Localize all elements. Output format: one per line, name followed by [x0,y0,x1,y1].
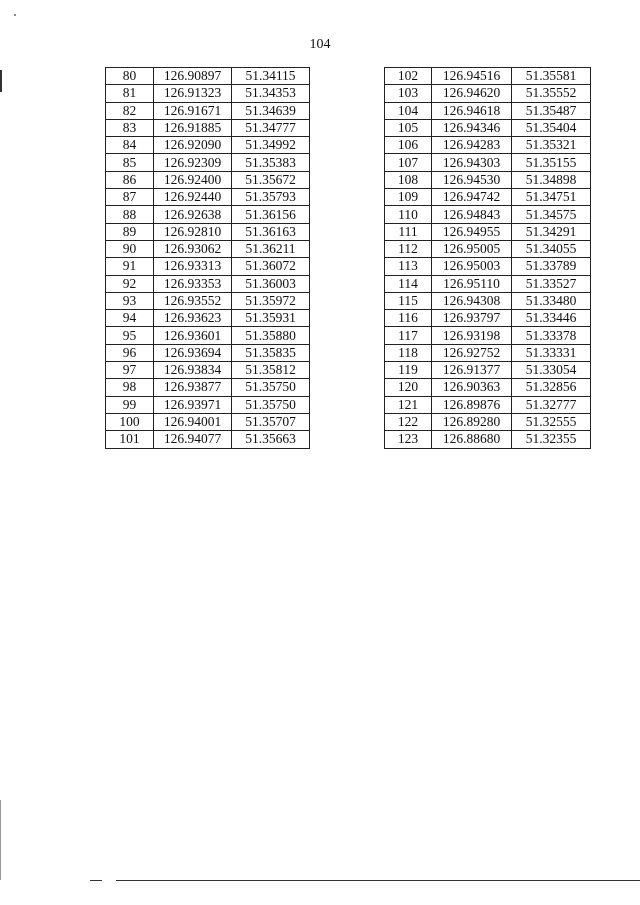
y-coordinate-cell: 51.35321 [512,137,591,154]
x-coordinate-cell: 126.93623 [154,310,232,327]
point-number-cell: 123 [385,431,432,448]
point-number-cell: 99 [106,396,154,413]
y-coordinate-cell: 51.34751 [512,189,591,206]
point-number-cell: 107 [385,154,432,171]
table-row [385,379,591,396]
table-row [106,119,310,136]
point-number-cell: 109 [385,189,432,206]
x-coordinate-cell: 126.93353 [154,275,232,292]
y-coordinate-cell: 51.34115 [232,68,310,85]
x-coordinate-cell: 126.91377 [432,362,512,379]
x-coordinate-cell: 126.95110 [432,275,512,292]
table-row [385,396,591,413]
x-coordinate-cell: 126.94308 [432,292,512,309]
table-row [385,137,591,154]
y-coordinate-cell: 51.32555 [512,413,591,430]
table-row [106,258,310,275]
scan-speck [14,14,16,16]
point-number-cell: 117 [385,327,432,344]
table-row [385,119,591,136]
y-coordinate-cell: 51.33527 [512,275,591,292]
table-row [106,137,310,154]
point-number-cell: 90 [106,240,154,257]
table-row [106,379,310,396]
y-coordinate-cell: 51.33378 [512,327,591,344]
y-coordinate-cell: 51.35155 [512,154,591,171]
coordinates-table-left-body [106,68,310,449]
point-number-cell: 85 [106,154,154,171]
point-number-cell: 96 [106,344,154,361]
table-row [106,396,310,413]
y-coordinate-cell: 51.35581 [512,68,591,85]
point-number-cell: 119 [385,362,432,379]
table-row [385,240,591,257]
table-row [106,240,310,257]
y-coordinate-cell: 51.33446 [512,310,591,327]
x-coordinate-cell: 126.94843 [432,206,512,223]
x-coordinate-cell: 126.92440 [154,189,232,206]
point-number-cell: 101 [106,431,154,448]
y-coordinate-cell: 51.35880 [232,327,310,344]
point-number-cell: 102 [385,68,432,85]
y-coordinate-cell: 51.33480 [512,292,591,309]
x-coordinate-cell: 126.93198 [432,327,512,344]
y-coordinate-cell: 51.32777 [512,396,591,413]
x-coordinate-cell: 126.93834 [154,362,232,379]
point-number-cell: 82 [106,102,154,119]
y-coordinate-cell: 51.35750 [232,396,310,413]
coordinates-table-left [105,67,310,449]
point-number-cell: 94 [106,310,154,327]
point-number-cell: 103 [385,85,432,102]
x-coordinate-cell: 126.94742 [432,189,512,206]
x-coordinate-cell: 126.93877 [154,379,232,396]
table-row [106,189,310,206]
table-row [106,68,310,85]
x-coordinate-cell: 126.92810 [154,223,232,240]
x-coordinate-cell: 126.93552 [154,292,232,309]
point-number-cell: 111 [385,223,432,240]
y-coordinate-cell: 51.32355 [512,431,591,448]
y-coordinate-cell: 51.34575 [512,206,591,223]
y-coordinate-cell: 51.35404 [512,119,591,136]
point-number-cell: 112 [385,240,432,257]
y-coordinate-cell: 51.34639 [232,102,310,119]
y-coordinate-cell: 51.36211 [232,240,310,257]
table-row [385,85,591,102]
y-coordinate-cell: 51.35707 [232,413,310,430]
table-row [106,171,310,188]
point-number-cell: 88 [106,206,154,223]
x-coordinate-cell: 126.92400 [154,171,232,188]
point-number-cell: 91 [106,258,154,275]
table-row [385,189,591,206]
x-coordinate-cell: 126.93694 [154,344,232,361]
bottom-rule-short [90,880,102,881]
x-coordinate-cell: 126.91671 [154,102,232,119]
x-coordinate-cell: 126.89280 [432,413,512,430]
table-row [106,362,310,379]
y-coordinate-cell: 51.35812 [232,362,310,379]
x-coordinate-cell: 126.94618 [432,102,512,119]
y-coordinate-cell: 51.33789 [512,258,591,275]
table-row [106,154,310,171]
bottom-rule [116,880,640,881]
x-coordinate-cell: 126.94077 [154,431,232,448]
table-row [385,413,591,430]
table-row [106,310,310,327]
table-row [385,344,591,361]
y-coordinate-cell: 51.35750 [232,379,310,396]
y-coordinate-cell: 51.35552 [512,85,591,102]
point-number-cell: 83 [106,119,154,136]
table-row [385,362,591,379]
table-row [385,154,591,171]
x-coordinate-cell: 126.93971 [154,396,232,413]
point-number-cell: 115 [385,292,432,309]
table-row [385,292,591,309]
x-coordinate-cell: 126.92090 [154,137,232,154]
table-row [385,68,591,85]
y-coordinate-cell: 51.36072 [232,258,310,275]
x-coordinate-cell: 126.93601 [154,327,232,344]
point-number-cell: 122 [385,413,432,430]
y-coordinate-cell: 51.34898 [512,171,591,188]
y-coordinate-cell: 51.34055 [512,240,591,257]
y-coordinate-cell: 51.34291 [512,223,591,240]
point-number-cell: 116 [385,310,432,327]
table-row [385,102,591,119]
point-number-cell: 104 [385,102,432,119]
point-number-cell: 87 [106,189,154,206]
x-coordinate-cell: 126.92638 [154,206,232,223]
point-number-cell: 118 [385,344,432,361]
y-coordinate-cell: 51.35383 [232,154,310,171]
point-number-cell: 86 [106,171,154,188]
point-number-cell: 114 [385,275,432,292]
x-coordinate-cell: 126.92309 [154,154,232,171]
x-coordinate-cell: 126.94001 [154,413,232,430]
point-number-cell: 121 [385,396,432,413]
point-number-cell: 100 [106,413,154,430]
point-number-cell: 80 [106,68,154,85]
table-row [106,206,310,223]
table-row [385,171,591,188]
table-row [106,85,310,102]
y-coordinate-cell: 51.34992 [232,137,310,154]
x-coordinate-cell: 126.93062 [154,240,232,257]
point-number-cell: 120 [385,379,432,396]
coordinates-table-right-body [385,68,591,449]
x-coordinate-cell: 126.91323 [154,85,232,102]
table-row [106,102,310,119]
y-coordinate-cell: 51.34777 [232,119,310,136]
table-row [106,431,310,448]
table-row [385,258,591,275]
y-coordinate-cell: 51.33331 [512,344,591,361]
x-coordinate-cell: 126.94530 [432,171,512,188]
point-number-cell: 95 [106,327,154,344]
y-coordinate-cell: 51.35487 [512,102,591,119]
scan-edge-mark [0,70,2,92]
y-coordinate-cell: 51.35835 [232,344,310,361]
point-number-cell: 93 [106,292,154,309]
scan-edge-line [0,800,1,880]
x-coordinate-cell: 126.93797 [432,310,512,327]
x-coordinate-cell: 126.94283 [432,137,512,154]
table-row [385,431,591,448]
table-row [106,413,310,430]
table-row [106,275,310,292]
table-row [385,275,591,292]
point-number-cell: 89 [106,223,154,240]
point-number-cell: 84 [106,137,154,154]
point-number-cell: 113 [385,258,432,275]
y-coordinate-cell: 51.35793 [232,189,310,206]
y-coordinate-cell: 51.36156 [232,206,310,223]
page-number: 104 [309,37,331,52]
y-coordinate-cell: 51.33054 [512,362,591,379]
x-coordinate-cell: 126.92752 [432,344,512,361]
x-coordinate-cell: 126.88680 [432,431,512,448]
point-number-cell: 92 [106,275,154,292]
point-number-cell: 106 [385,137,432,154]
x-coordinate-cell: 126.95003 [432,258,512,275]
x-coordinate-cell: 126.94346 [432,119,512,136]
y-coordinate-cell: 51.35663 [232,431,310,448]
y-coordinate-cell: 51.36163 [232,223,310,240]
point-number-cell: 97 [106,362,154,379]
x-coordinate-cell: 126.95005 [432,240,512,257]
table-row [106,327,310,344]
point-number-cell: 110 [385,206,432,223]
coordinates-table-right [384,67,591,449]
table-row [385,223,591,240]
point-number-cell: 105 [385,119,432,136]
x-coordinate-cell: 126.93313 [154,258,232,275]
point-number-cell: 108 [385,171,432,188]
point-number-cell: 98 [106,379,154,396]
y-coordinate-cell: 51.34353 [232,85,310,102]
point-number-cell: 81 [106,85,154,102]
table-row [106,292,310,309]
y-coordinate-cell: 51.36003 [232,275,310,292]
x-coordinate-cell: 126.94955 [432,223,512,240]
table-row [385,206,591,223]
x-coordinate-cell: 126.94516 [432,68,512,85]
x-coordinate-cell: 126.90897 [154,68,232,85]
x-coordinate-cell: 126.90363 [432,379,512,396]
table-row [106,223,310,240]
x-coordinate-cell: 126.91885 [154,119,232,136]
y-coordinate-cell: 51.35972 [232,292,310,309]
table-row [385,310,591,327]
x-coordinate-cell: 126.89876 [432,396,512,413]
y-coordinate-cell: 51.35931 [232,310,310,327]
x-coordinate-cell: 126.94303 [432,154,512,171]
x-coordinate-cell: 126.94620 [432,85,512,102]
table-row [385,327,591,344]
y-coordinate-cell: 51.35672 [232,171,310,188]
table-row [106,344,310,361]
y-coordinate-cell: 51.32856 [512,379,591,396]
